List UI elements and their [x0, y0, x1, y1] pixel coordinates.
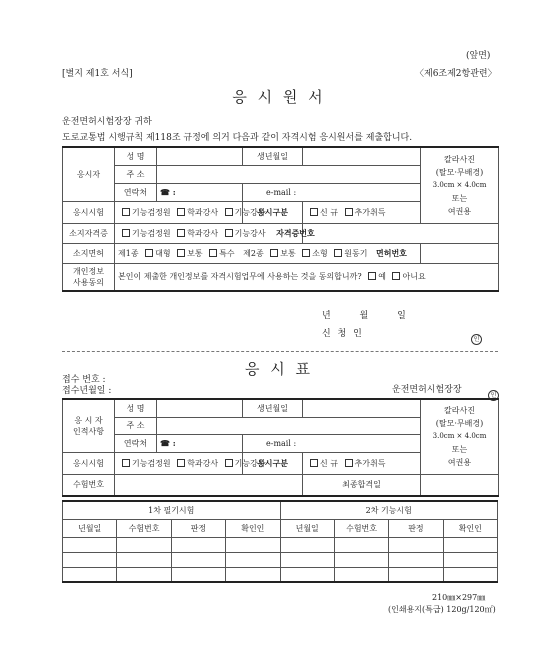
seal-mark [471, 326, 482, 345]
exam-type-label: 응시구분 [243, 201, 303, 223]
ticket-applicant-label [63, 399, 115, 452]
checkbox[interactable] [209, 249, 217, 257]
privacy-label-line: 개인정보 [73, 266, 104, 276]
checkbox[interactable] [225, 229, 233, 237]
checkbox[interactable] [122, 459, 130, 467]
privacy-text: 본인이 제출한 개인정보를 자격시험업무에 사용하는 것을 동의합니까? [118, 272, 362, 282]
label-line: 인적사항 [73, 426, 104, 436]
table-cell[interactable] [280, 552, 334, 567]
license-class-label: 제2종 [243, 248, 264, 258]
address-label: 주 소 [115, 165, 157, 183]
photo-text: 또는 [451, 445, 468, 455]
receipt-no-label: 접수 번호 : [62, 375, 106, 385]
table-cell[interactable] [171, 537, 225, 552]
addressee: 운전면허시험장장 귀하 [62, 117, 152, 127]
stage1-header: 1차 필기시험 [63, 501, 281, 519]
checkbox[interactable] [225, 208, 233, 216]
option-label: 예 [378, 272, 386, 282]
application-table [62, 146, 499, 292]
column-header: 년월일 [63, 519, 117, 537]
form-title: 응 시 원 서 [232, 88, 326, 106]
privacy-label [63, 263, 115, 291]
checkbox[interactable] [145, 249, 153, 257]
table-cell[interactable] [389, 537, 443, 552]
table-row [63, 552, 498, 567]
email-field[interactable] [243, 434, 421, 452]
photo-text: 칼라사진 [444, 406, 475, 416]
checkbox[interactable] [310, 459, 318, 467]
contact-label: 연락처 [115, 183, 157, 201]
checkbox[interactable] [270, 249, 278, 257]
column-header: 판정 [171, 519, 225, 537]
results-table [62, 500, 498, 583]
table-cell[interactable] [171, 552, 225, 567]
table-cell[interactable] [280, 567, 334, 582]
photo-size: 3.0cm × 4.0cm [432, 180, 487, 189]
exam-no-field[interactable] [115, 474, 303, 496]
option-label: 학과강사 [187, 207, 219, 217]
phone-icon: ☎ : [160, 187, 176, 197]
checkbox[interactable] [177, 249, 185, 257]
email-label: e-mail : [266, 438, 297, 448]
dob-label: 생년월일 [243, 147, 303, 165]
form-number: [별지 제1호 서식] [62, 69, 133, 79]
table-cell[interactable] [334, 537, 388, 552]
applicant-label: 응시자 [63, 147, 115, 201]
photo-size: 3.0cm × 4.0cm [432, 432, 487, 441]
table-cell[interactable] [280, 537, 334, 552]
table-cell[interactable] [226, 567, 280, 582]
checkbox[interactable] [177, 208, 185, 216]
checkbox[interactable] [392, 272, 400, 280]
photo-text: 여권용 [447, 458, 472, 468]
table-cell[interactable] [117, 567, 171, 582]
exam-no-label: 수험번호 [63, 474, 115, 496]
dob-field[interactable] [303, 147, 421, 165]
table-cell[interactable] [226, 552, 280, 567]
seal-icon: 인 [488, 390, 499, 401]
option-label: 추가취득 [354, 207, 386, 217]
option-label: 기능강사 [234, 228, 266, 238]
exam-label: 응시시험 [63, 452, 115, 474]
column-header: 확인인 [443, 519, 497, 537]
exam-options [115, 201, 266, 223]
option-label: 특수 [219, 248, 235, 258]
option-label: 추가취득 [354, 458, 386, 468]
table-cell[interactable] [226, 537, 280, 552]
option-label: 기능강사 [234, 458, 266, 468]
name-field[interactable] [157, 399, 243, 417]
table-cell[interactable] [443, 552, 497, 567]
license-class-label: 제1종 [118, 248, 139, 258]
checkbox[interactable] [122, 229, 130, 237]
receipt-date-label: 접수년월일 : [62, 386, 112, 396]
table-row [63, 567, 498, 582]
phone-field[interactable] [157, 183, 243, 201]
photo-text: (탈모·무배경) [435, 419, 484, 429]
option-label: 학과강사 [187, 228, 219, 238]
table-cell[interactable] [63, 552, 117, 567]
ticket-title: 응 시 표 [244, 360, 313, 378]
option-label: 아니요 [402, 272, 426, 282]
checkbox[interactable] [177, 229, 185, 237]
table-cell[interactable] [117, 552, 171, 567]
photo-text: 또는 [451, 193, 468, 203]
label-line: 응 시 자 [74, 415, 103, 425]
email-field[interactable] [243, 183, 421, 201]
final-pass-label: 최종합격일 [303, 474, 421, 496]
column-header: 수험번호 [334, 519, 388, 537]
address-field[interactable] [157, 165, 421, 183]
name-label: 성 명 [115, 147, 157, 165]
license-held-label: 소지면허 [63, 243, 115, 263]
paper-size: 210㎜×297㎜ [432, 593, 486, 602]
column-header: 판정 [389, 519, 443, 537]
held-cert-label: 소지자격증 [63, 223, 115, 243]
final-pass-field[interactable] [421, 474, 499, 496]
checkbox[interactable] [122, 208, 130, 216]
table-row [63, 537, 498, 552]
column-header: 년월일 [280, 519, 334, 537]
photo-text: 여권용 [447, 206, 472, 216]
table-cell[interactable] [443, 567, 497, 582]
photo-text: 칼라사진 [444, 154, 475, 164]
photo-text: (탈모·무배경) [435, 167, 484, 177]
contact-label: 연락처 [115, 434, 157, 452]
table-cell[interactable] [443, 537, 497, 552]
table-cell[interactable] [63, 537, 117, 552]
applicant-sign-label: 신 청 인 [322, 329, 364, 339]
name-label: 성 명 [115, 399, 157, 417]
option-label: 기능검정원 [132, 228, 171, 238]
exam-type-options [303, 452, 421, 474]
chief-label: 운전면허시험장장 [392, 385, 462, 395]
cut-line [62, 351, 498, 352]
checkbox[interactable] [345, 459, 353, 467]
checkbox[interactable] [177, 459, 185, 467]
table-cell[interactable] [389, 552, 443, 567]
phone-icon: ☎ : [160, 438, 176, 448]
dob-field[interactable] [303, 399, 421, 417]
cert-no-label: 자격증번호 [276, 227, 315, 238]
checkbox[interactable] [368, 272, 376, 280]
stage2-header: 2차 기능시험 [280, 501, 498, 519]
option-label: 원동기 [344, 248, 368, 258]
article-reference: 〈제6조제2항관련〉 [415, 69, 497, 79]
paper-spec: (인쇄용지(특급) 120g/120㎡) [388, 605, 496, 614]
table-cell[interactable] [171, 567, 225, 582]
front-side-label: (앞면) [466, 51, 491, 61]
address-field[interactable] [157, 417, 421, 434]
privacy-consent [115, 263, 499, 291]
option-label: 신 규 [320, 207, 338, 217]
exam-type-label: 응시구분 [243, 452, 303, 474]
option-label: 기능검정원 [132, 207, 171, 217]
photo-box [421, 399, 499, 474]
photo-box [421, 147, 499, 223]
seal-icon: 인 [471, 334, 482, 345]
dob-label: 생년월일 [243, 399, 303, 417]
option-label: 보통 [187, 248, 203, 258]
option-label: 보통 [280, 248, 296, 258]
table-cell[interactable] [334, 552, 388, 567]
checkbox[interactable] [302, 249, 310, 257]
cert-no-field[interactable] [303, 223, 499, 243]
exam-label: 응시시험 [63, 201, 115, 223]
column-header: 수험번호 [117, 519, 171, 537]
option-label: 학과강사 [187, 458, 219, 468]
column-header: 확인인 [226, 519, 280, 537]
option-label: 기능강사 [234, 207, 266, 217]
table-cell[interactable] [63, 567, 117, 582]
checkbox[interactable] [334, 249, 342, 257]
email-label: e-mail : [266, 187, 297, 197]
checkbox[interactable] [310, 208, 318, 216]
address-label: 주 소 [115, 417, 157, 434]
intro-text: 도로교통법 시행규칙 제118조 규정에 의거 다음과 같이 자격시험 응시원서를 제출합니다. [62, 133, 413, 143]
checkbox[interactable] [345, 208, 353, 216]
cert-options [115, 223, 315, 243]
table-cell[interactable] [117, 537, 171, 552]
option-label: 기능검정원 [132, 458, 171, 468]
option-label: 소형 [312, 248, 328, 258]
license-no-label: 면허번호 [376, 247, 407, 258]
name-field[interactable] [157, 147, 243, 165]
license-options [115, 243, 421, 263]
license-no-field[interactable] [421, 243, 499, 263]
option-label: 신 규 [320, 458, 338, 468]
option-label: 대형 [155, 248, 171, 258]
phone-field[interactable] [157, 434, 243, 452]
privacy-label-line: 사용동의 [73, 277, 104, 287]
exam-type-options [303, 201, 421, 223]
date-line: 년 월 일 [322, 311, 419, 321]
exam-options [115, 452, 266, 474]
table-cell[interactable] [389, 567, 443, 582]
checkbox[interactable] [225, 459, 233, 467]
table-cell[interactable] [334, 567, 388, 582]
ticket-table [62, 398, 499, 497]
